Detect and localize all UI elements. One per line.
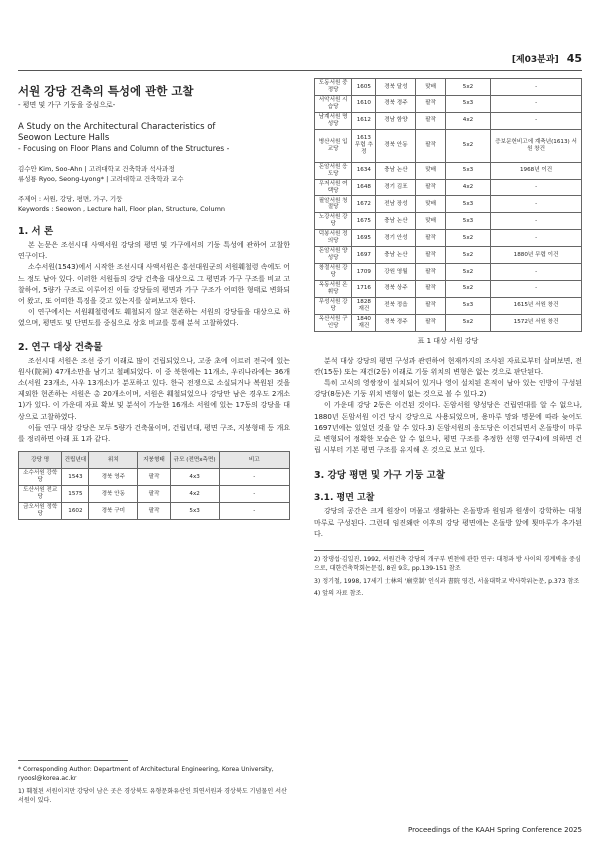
table-cell: 1968년 이건: [491, 162, 582, 179]
table-cell: 팔작: [416, 264, 445, 281]
section-1-paragraph: 이 연구에서는 서원훼철령에도 훼철되지 않고 현존하는 서원의 강당들을 대상으로 하였으며, 평면도 및 단면도를 중심으로 상호 비교를 통해 분석 고찰하였다.: [18, 308, 290, 328]
table-cell: 경북 경주: [376, 314, 416, 331]
keywords-korean: 주제어 : 서원, 강당, 평면, 가구, 기둥: [18, 195, 123, 203]
section-label: [제03분과]: [511, 55, 559, 65]
table-cell: 소수서원 강학당: [19, 469, 62, 486]
table-cell: 경북 구미: [89, 503, 138, 520]
section-3-1-heading: 3.1. 평면 고찰: [314, 493, 375, 504]
table-cell: 경기 김포: [376, 179, 416, 196]
page-footer: Proceedings of the KAAH Spring Conference 2025: [408, 826, 582, 834]
table-cell: 팔작: [416, 247, 445, 264]
table-cell: 1880년 무렵 이건: [491, 247, 582, 264]
section-2-heading: 2. 연구 대상 건축물: [18, 341, 103, 353]
table-header-cell: 비고: [219, 452, 290, 469]
section-3-1-paragraph: 강당의 공간은 크게 원장이 머물고 생활하는 온돌방과 원임과 원생이 강학하는 대청마루로 구성된다. 그런데 임진왜란 이후의 강당 평면에는 온돌방 앞에 툇마루가 추가된다.: [314, 507, 582, 538]
table-header-cell: 강당 명: [19, 452, 62, 469]
keywords: [18, 194, 290, 214]
table-cell: 창절서원 강당: [315, 264, 352, 281]
table-cell: 전북 정읍: [376, 297, 416, 314]
title-english-line-1: A Study on the Architectural Characteristics of: [18, 122, 216, 132]
table-cell: -: [491, 280, 582, 297]
body-paragraph: 분석 대상 강당의 평면 구성과 관련하여 현재까지의 조사된 자료로부터 살펴보면, 전칸(15동) 또는 재건(2동) 이래로 기둥 위치의 변형은 없는 것으로 판단된다.: [314, 356, 582, 376]
table-cell: 충남 논산: [376, 247, 416, 264]
table-cell: 팔작: [138, 469, 171, 486]
table-cell: 서악서원 시습당: [315, 95, 352, 112]
table-cell: 팔작: [416, 314, 445, 331]
table-cell: 1610: [352, 95, 376, 112]
table-cell: 1613 무렵 추정: [352, 129, 376, 162]
table-cell: 남계서원 명성당: [315, 112, 352, 129]
section-1-heading: 1. 서 론: [18, 226, 54, 237]
table-cell: 팔작: [416, 297, 445, 314]
table-cell: 1648: [352, 179, 376, 196]
table-cell: 증보문헌비고에 계축년(1613) 서원 창건: [491, 129, 582, 162]
table-cell: 경북 달성: [376, 79, 416, 96]
table-cell: 전남 장성: [376, 196, 416, 213]
table-cell: 경기 안성: [376, 230, 416, 247]
table-cell: 4x2: [445, 179, 490, 196]
left-footnotes: [18, 750, 290, 808]
table-row: [315, 247, 582, 264]
table-cell: -: [491, 213, 582, 230]
table-cell: -: [491, 95, 582, 112]
footnote-1: 1) 훼철된 서원이지만 강당이 남은 곳은 경상북도 유형문화유산인 희연서원과 경상북도 기념물인 서산서원이 있다.: [18, 787, 287, 805]
table-cell: 팔작: [416, 95, 445, 112]
table-cell: 5x2: [445, 79, 490, 96]
table-cell: 5x3: [445, 196, 490, 213]
author-2: 류성룡 Ryoo, Seong-Lyong* | 고려대학교 건축학과 교수: [18, 175, 184, 183]
table-header-cell: 지붕형태: [138, 452, 171, 469]
table-cell: 1605: [352, 79, 376, 96]
table-cell: 옥동서원 온휘당: [315, 280, 352, 297]
table-row: [315, 213, 582, 230]
table-cell: 금오서원 정학당: [19, 503, 62, 520]
table-cell: 팔작: [416, 112, 445, 129]
table-cell: 도산서원 전교당: [19, 486, 62, 503]
title-korean: 서원 강당 건축의 특성에 관한 고찰: [18, 84, 194, 98]
right-column: [314, 78, 582, 601]
corresponding-author-note: * Corresponding Author: Department of Architectural Engineering, Korea University, ryoosl@korea.ac.kr: [18, 765, 274, 783]
table-cell: 5x3: [445, 297, 490, 314]
table-cell: -: [491, 112, 582, 129]
table-cell: -: [491, 79, 582, 96]
table-cell: 5x3: [445, 162, 490, 179]
table-cell: 돈암서원 응도당: [315, 162, 352, 179]
subtitle-korean: - 평면 및 가구 기둥을 중심으로-: [18, 101, 116, 109]
table-row: [315, 264, 582, 281]
table-header-row: [19, 452, 290, 469]
table-row: [315, 230, 582, 247]
table-cell: 5x2: [445, 264, 490, 281]
table-cell: -: [491, 264, 582, 281]
table-cell: 1612: [352, 112, 376, 129]
subtitle-english: - Focusing on Floor Plans and Column of the Structures -: [18, 144, 230, 153]
section-2-paragraph: 조선시대 서원은 조선 중기 이래로 많이 건립되었으나, 고종 초에 이르러 전국에 있는 원사(院祠) 47개소만을 남기고 철폐되었다. 이 중 북한에는 11개소, 우리나라에는 36개소(서원 23개소, 사우 13개소)가 분포하고 있다. 한국 전쟁으로 소실되거나 복원된 것을 제외한 현존하는 서원은 총 20개소이며, 서원은 훼철되었으나 강당만 남은 경우도 2개소1)가 있다. 이 가운데 자료 확보 및 분석이 가능한 16개소 서원에 있는 17동의 강당을 대상으로 고찰하였다.: [18, 356, 290, 421]
table-cell: -: [491, 196, 582, 213]
table-cell: 충남 논산: [376, 213, 416, 230]
table-cell: 1634: [352, 162, 376, 179]
table-cell: 무성서원 강당: [315, 297, 352, 314]
table-row: [315, 297, 582, 314]
table-cell: 1615년 서원 창건: [491, 297, 582, 314]
table-cell: 강원 영월: [376, 264, 416, 281]
table-cell: -: [219, 469, 290, 486]
table-cell: 4x2: [170, 486, 219, 503]
table-cell: 1602: [62, 503, 89, 520]
table-cell: 도동서원 중정당: [315, 79, 352, 96]
table-cell: 노강서원 강당: [315, 213, 352, 230]
body-paragraph: 이 가운데 강당 2동은 이건된 것이다. 돈암서원 양성당은 건립연대를 알 수 없으나, 1880년 돈암서원 이건 당시 강당으로 사용되었으며, 용마루 망와 명문에 따라 늦어도 1697년에는 있었던 것을 알 수 있다.3) 돈암서원의 응도당은 이건되면서 온돌방이 마루로 변형되어 정확한 모습은 알 수 없으나, 평면 구조를 추정한 선행 연구4)에 의하면 건립 시부터 기본 평면 구조를 유지해 온 것으로 보고 있다.: [314, 401, 582, 455]
title-english: [18, 122, 290, 144]
overview-table-part-1: [18, 451, 290, 520]
table-cell: 1675: [352, 213, 376, 230]
title-english-line-2: Seowon Lecture Halls: [18, 133, 110, 143]
table-cell: 1697: [352, 247, 376, 264]
table-cell: 팔작: [138, 486, 171, 503]
table-cell: 팔작: [416, 230, 445, 247]
table-row: [315, 79, 582, 96]
table-cell: 충남 논산: [376, 162, 416, 179]
table-cell: 1572년 서원 창건: [491, 314, 582, 331]
table-row: [315, 112, 582, 129]
table-cell: 경북 안동: [376, 129, 416, 162]
table-row: [315, 280, 582, 297]
table-cell: 5x2: [445, 129, 490, 162]
section-1-paragraph: 소수서원(1543)에서 시작한 조선시대 사액서원은 흥선대원군의 서원훼철령 속에도 어느 정도 남아 있다. 이러한 서원들의 강당 건축을 대상으로 그 평면과 가구 구조를 비교 고찰하여, 5량가 구조로 이루어진 이들 강당들의 평면과 가구 구조가 어떠한 형태로 변화되어 왔고, 또 어떠한 특징을 갖고 있는지를 살펴보고자 한다.: [18, 263, 290, 306]
table-cell: 경북 안동: [89, 486, 138, 503]
table-header-cell: 위치: [89, 452, 138, 469]
table-cell: 4x2: [445, 112, 490, 129]
table-cell: 1840 재건: [352, 314, 376, 331]
table-cell: -: [491, 179, 582, 196]
table-row: [315, 179, 582, 196]
table-cell: 5x2: [445, 230, 490, 247]
table-cell: -: [219, 486, 290, 503]
table-cell: 5x3: [170, 503, 219, 520]
section-2-paragraph: 이들 연구 대상 강당은 모두 5량가 건축물이며, 건립년대, 평면 구조, 지붕형태 등 개요를 정리하면 아래 표 1과 같다.: [18, 423, 290, 444]
table-row: [19, 469, 290, 486]
footnote-2: 2) 장댕섭·김일진, 1992, 서원건축 강당의 개구부 변천에 관한 연구: 대청과 방 사이의 경계벽을 중심으로, 대한건축학회논문집, 8권 9호, pp.139-151 참조: [314, 555, 581, 573]
table-cell: 1828 재건: [352, 297, 376, 314]
table-cell: -: [491, 230, 582, 247]
table-header-cell: 건립년대: [62, 452, 89, 469]
table-cell: 맞배: [416, 79, 445, 96]
table-cell: -: [219, 503, 290, 520]
table-cell: 팔작: [416, 280, 445, 297]
table-cell: 우저서원 여택당: [315, 179, 352, 196]
table-cell: 맞배: [416, 213, 445, 230]
table-cell: 경북 영주: [89, 469, 138, 486]
page-number: 45: [566, 52, 582, 65]
table-cell: 필암서원 청절당: [315, 196, 352, 213]
table-row: [315, 162, 582, 179]
table-row: [19, 486, 290, 503]
table-cell: 돈암서원 양성당: [315, 247, 352, 264]
table-cell: 맞배: [416, 162, 445, 179]
header-rule: [18, 70, 582, 71]
table-cell: 경북 경주: [376, 95, 416, 112]
table-cell: 팔작: [416, 179, 445, 196]
table-cell: 1543: [62, 469, 89, 486]
table-cell: 옥산서원 구인당: [315, 314, 352, 331]
footnote-rule: [314, 550, 424, 551]
table-cell: 병산서원 입교당: [315, 129, 352, 162]
table-cell: 5x2: [445, 280, 490, 297]
footnote-rule: [18, 760, 128, 761]
table-cell: 1575: [62, 486, 89, 503]
author-1: 김수안 Kim, Soo-Ahn | 고려대학교 건축학과 석사과정: [18, 165, 175, 173]
table-cell: 5x2: [445, 314, 490, 331]
table-cell: 5x2: [445, 247, 490, 264]
table-cell: 덕봉서원 정의당: [315, 230, 352, 247]
table-caption: 표 1 대상 서원 강당: [417, 336, 479, 345]
table-cell: 5x3: [445, 213, 490, 230]
table-row: [315, 95, 582, 112]
table-cell: 4x3: [170, 469, 219, 486]
table-cell: 팔작: [416, 129, 445, 162]
overview-table-part-2: [314, 78, 582, 332]
table-row: [315, 129, 582, 162]
table-cell: 1672: [352, 196, 376, 213]
authors: [18, 164, 290, 184]
table-cell: 1716: [352, 280, 376, 297]
table-cell: 팔작: [138, 503, 171, 520]
table-cell: 경북 상주: [376, 280, 416, 297]
left-column: [18, 84, 290, 520]
table-cell: 경남 함양: [376, 112, 416, 129]
page-header: [512, 52, 582, 65]
table-row: [315, 196, 582, 213]
table-cell: 맞배: [416, 196, 445, 213]
section-3-heading: 3. 강당 평면 및 가구 기둥 고찰: [314, 470, 446, 482]
table-cell: 5x3: [445, 95, 490, 112]
table-header-cell: 규모 (전면x측면): [170, 452, 219, 469]
table-cell: 1709: [352, 264, 376, 281]
table-row: [315, 314, 582, 331]
keywords-english: Keywords : Seowon , Lecture hall, Floor plan, Structure, Column: [18, 205, 226, 213]
section-1-paragraph: 본 논문은 조선시대 사액서원 강당의 평면 및 가구에서의 기둥 특성에 관하여 고찰한 연구이다.: [18, 241, 290, 261]
footnote-3: 3) 정기철, 1998, 17세기 士林의 '廟堂制' 인식과 書院 영건, 서울대학교 박사학위논문, p.373 참조: [314, 577, 580, 585]
table-cell: 1695: [352, 230, 376, 247]
table-row: [19, 503, 290, 520]
body-paragraph: 특히 고식의 영쌍장이 설치되어 있거나 영이 설치된 흔적이 남아 있는 인방이 구성된 강당(8동)은 기둥 위치 변형이 없는 것으로 볼 수 있다.2): [314, 378, 582, 399]
footnote-4: 4) 앞의 자료 참조.: [314, 590, 364, 598]
